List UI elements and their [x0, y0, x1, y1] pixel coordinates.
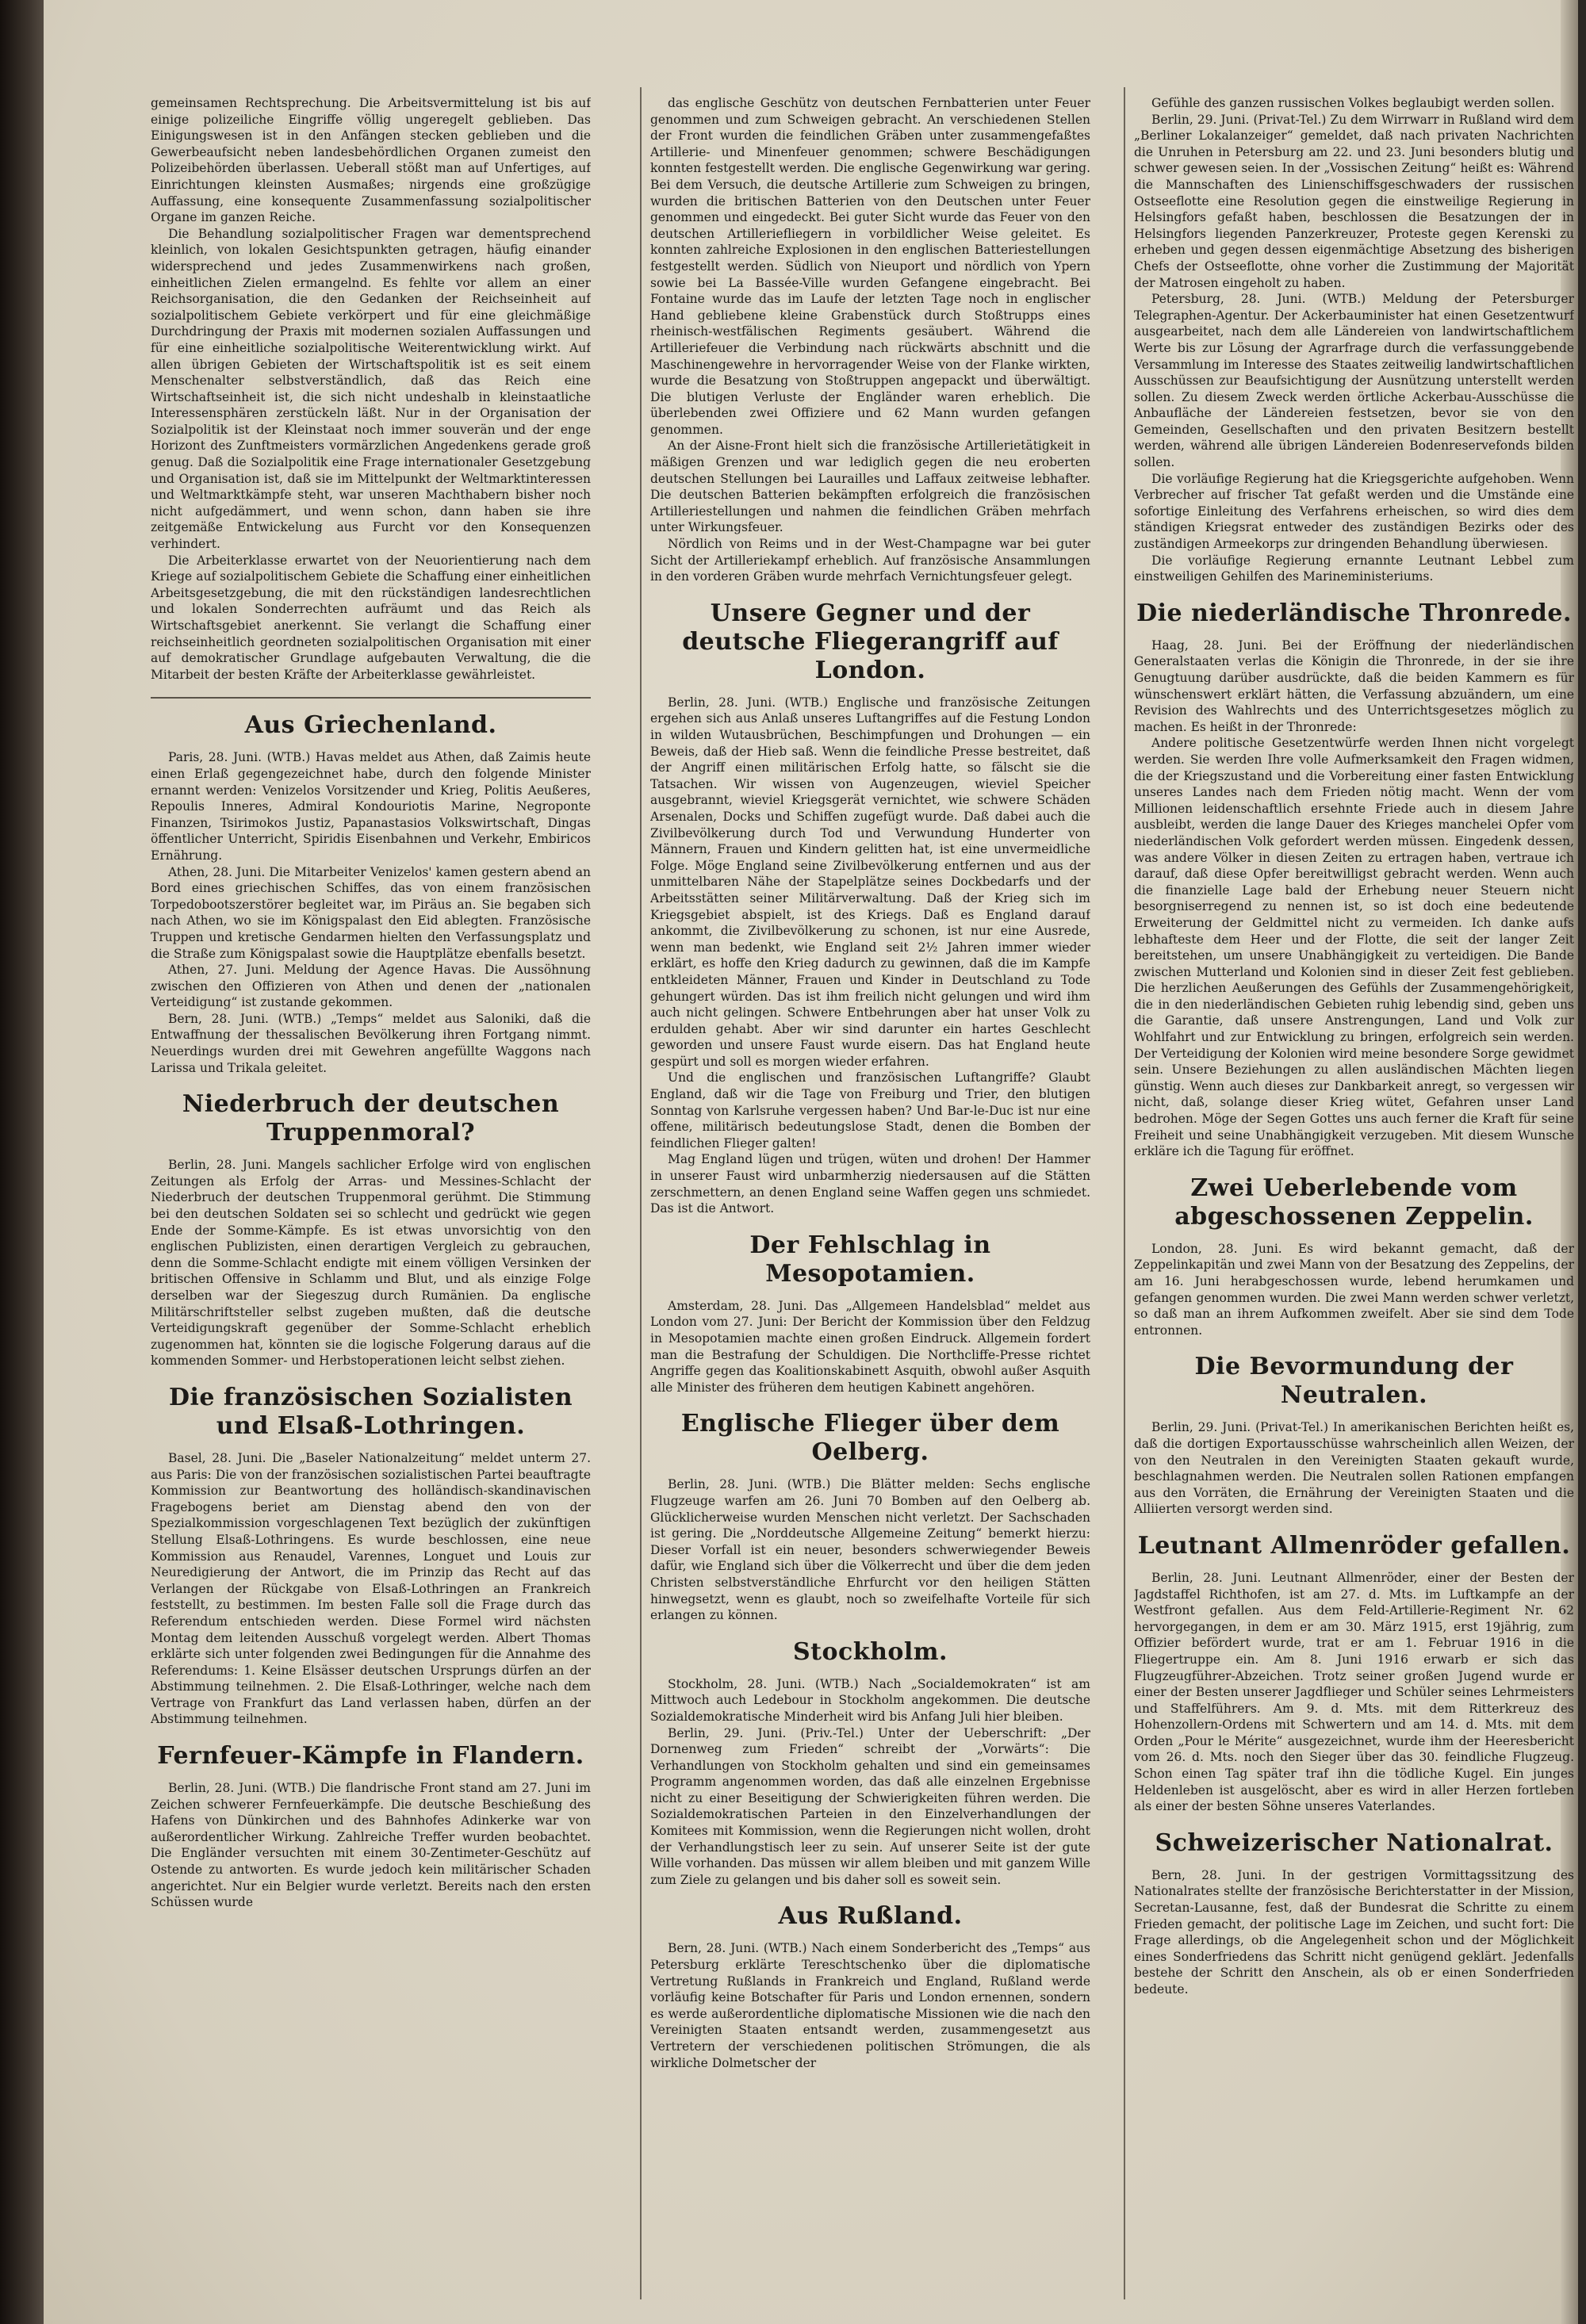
- article: [1134, 599, 1574, 1160]
- article-paragraph: Berlin, 29. Juni. (Privat-Tel.) In amerikanischen Berichten heißt es, daß die dortigen Exportausschüsse wahrscheinlich allen Weizen, der von den Neutralen in den Vereinigten Staaten gekauft wurde, beschlagnahmen werden. Die Neutralen sollen Rationen empfangen aus den Vorräten, die Ernährung der Vereinigten Staaten und die Alliierten versorgt werden sind.: [1134, 1420, 1574, 1517]
- article: [1134, 95, 1574, 585]
- article: [151, 1384, 591, 1728]
- article: [650, 1231, 1090, 1396]
- article-paragraph: Petersburg, 28. Juni. (WTB.) Meldung der Petersburger Telegraphen-Agentur. Der Ackerbauminister hat einen Gesetzentwurf ausgearbeitet, nach dem alle Ländereien von landwirtschaftlichem Werte bis zur Lösung der Agrarfrage durch die verfassunggebende Versammlung im Interesse des Staates zeitweilig landwirtschaftlichen Ausschüssen zur Beaufsichtigung der Ausnützung unterstellt werden sollen. Zu diesem Zweck werden örtliche Ackerbau-Ausschüsse die Anbaufläche der Ländereien festsetzen, bevor sie von den Gemeinden, Gesellschaften und den privaten Besitzern bestellt werden, während alle übrigen Ländereien Bodenreservefonds bilden sollen.: [1134, 292, 1574, 470]
- article: [650, 1902, 1090, 2071]
- article-paragraph: Die vorläufige Regierung hat die Kriegsgerichte aufgehoben. Wenn Verbrecher auf frischer Tat gefaßt werden und die Umstände eine sofortige Einleitung des Verfahrens erheischen, so wird dies dem ständigen Kriegsrat entweder des zuständigen Bezirks oder des zuständigen Armeekorps zur dringenden Behandlung überwiesen.: [1134, 471, 1574, 552]
- article: [151, 95, 591, 683]
- newspaper-page: [44, 0, 1578, 2324]
- article: [1134, 1532, 1574, 1815]
- article-headline: Aus Rußland.: [778, 1902, 963, 1931]
- article-headline: Schweizerischer Nationalrat.: [1155, 1828, 1553, 1857]
- article: [151, 1090, 591, 1369]
- article-paragraph: Athen, 27. Juni. Meldung der Agence Havas. Die Aussöhnung zwischen den Offizieren von Athen und denen der „nationalen Verteidigung“ ist zustande gekommen.: [151, 963, 591, 1010]
- article-headline: Unsere Gegner und der deutsche Fliegerangriff auf London.: [682, 599, 1059, 684]
- article-headline: Leutnant Allmenröder gefallen.: [1137, 1531, 1571, 1560]
- article-paragraph: Die Behandlung sozialpolitischer Fragen war dementsprechend kleinlich, von lokalen Gesichtspunkten getragen, häufig einander widersprechend und jedes Zusammenwirkens nach großen, einheitlichen Zielen ermangelnd. Es fehlte vor allem an einer Reichsorganisation, die den Gedanken der Reichseinheit auf sozialpolitischem Gebiete verkörpert und für eine gleichmäßige Durchdringung der Praxis mit modernen sozialen Auffassungen und für eine einheitliche sozialpolitische Weiterentwicklung wirkt. Auf allen übrigen Gebieten der Wirtschaftspolitik ist es seit einem Menschenalter selbstverständlich, daß das Reich eine Wirtschaftseinheit ist, die sich nicht undeshalb in kleinstaatliche Interessensphären zerstückeln läßt. Nur in der Organisation der Sozialpolitik ist der Kleinstaat noch immer souverän und der enge Horizont des Zunftmeisters vormärzlichen Angedenkens gerade groß genug. Daß die Sozialpolitik eine Frage internationaler Gesetzgebung und Organisation ist, daß sie im Mittelpunkt der Weltmarktinteressen und Weltmarktkämpfe steht, war unseren Machthabern bisher noch nicht aufgedämmert, und wenn schon, dann haben sie ihre zeitgemäße Entwickelung aus Furcht vor den Konsequenzen verhindert.: [151, 226, 591, 552]
- article-headline: Die niederländische Thronrede.: [1136, 599, 1572, 627]
- article-paragraph: An der Aisne-Front hielt sich die französische Artillerietätigkeit in mäßigen Grenzen und war lediglich gegen die neu eroberten deutschen Stellungen bei Laurailles und Laffaux zeitweise lebhafter. Die deutschen Batterien bekämpften erfolgreich die französischen Artilleriestellungen und nahmen die feindlichen Gräben mehrfach unter Wirkungsfeuer.: [650, 438, 1090, 535]
- article-headline: Die Bevormundung der Neutralen.: [1194, 1353, 1514, 1410]
- article-paragraph: Nördlich von Reims und in der West-Champagne war bei guter Sicht der Artilleriekampf erheblich. Auf französische Ansammlungen in den vorderen Gräben wurde mehrfach Vernichtungsfeuer gelegt.: [650, 537, 1090, 584]
- article: [1134, 1353, 1574, 1518]
- article-headline: Niederbruch der deutschen Truppenmoral?: [182, 1090, 560, 1147]
- column-rule: [1124, 87, 1125, 2299]
- article-paragraph: Basel, 28. Juni. Die „Baseler Nationalzeitung“ meldet unterm 27. aus Paris: Die von der französischen sozialistischen Partei beauftragte Kommission zur Beantwortung des holländisch-skandinavischen Fragebogens beriet am Dienstag abend den von der Spezialkommission vorgeschlagenen Text bezüglich der zukünftigen Stellung Elsaß-Lothringens. Es wurde beschlossen, eine neue Kommission aus Renaudel, Varennes, Longuet und Louis zur Neuredigierung der Antwort, die im Prinzip das Recht auf das Verlangen der Rückgabe von Elsaß-Lothringen an Frankreich feststellt, zu bestimmen. Im besten Falle soll die Frage durch das Referendum entschieden werden. Diese Formel wird nächsten Montag dem leitenden Ausschuß vorgelegt werden. Albert Thomas erklärte sich unter folgenden zwei Bedingungen für die Annahme des Referendums: 1. Keine Elsässer deutschen Ursprungs dürfen an der Abstimmung teilnehmen. 2. Die Elsaß-Lothringer, welche nach dem Vertrage von Frankfurt das Land verlassen haben, dürfen an der Abstimmung teilnehmen.: [151, 1450, 591, 1727]
- section-divider: [151, 697, 591, 699]
- article-paragraph: Athen, 28. Juni. Die Mitarbeiter Venizelos' kamen gestern abend an Bord eines griechischen Schiffes, das von einem französischen Torpedobootszerstörer begleitet war, im Piräus an. Sie begaben sich nach Athen, wo sie im Königspalast den Eid ablegten. Französische Truppen und kretische Gendarmen hielten den Verfassungsplatz und die Straße zum Königspalast sowie die Hauptplätze ebenfalls besetzt.: [151, 864, 591, 961]
- article-paragraph: Berlin, 28. Juni. (WTB.) Die flandrische Front stand am 27. Juni im Zeichen schwerer Fernfeuerkämpfe. Die deutsche Beschießung des Hafens von Dünkirchen und des Bahnhofes Adinkerke war von außerordentlicher Wirkung. Zahlreiche Treffer wurden beobachtet. Die Engländer versuchten mit einem 30-Zentimeter-Geschütz auf Ostende zu antworten. Es wurde jedoch kein militärischer Schaden angerichtet. Nur ein Belgier wurde verletzt. Bereits nach den ersten Schüssen wurde: [151, 1781, 591, 1910]
- column-rule: [640, 87, 642, 2299]
- book-binding: [0, 0, 48, 2324]
- article-paragraph: London, 28. Juni. Es wird bekannt gemacht, daß der Zeppelinkapitän und zwei Mann von der Besatzung des Zeppelins, der am 16. Juni herabgeschossen wurde, lebend herumkamen und gefangen genommen wurden. Die zwei Mann werden schwer verletzt, so daß man an ihrem Aufkommen zweifelt. Aber sie sind dem Tode entronnen.: [1134, 1241, 1574, 1338]
- article-paragraph: Berlin, 28. Juni. (WTB.) Englische und französische Zeitungen ergehen sich aus Anlaß unseres Luftangriffes auf die Festung London in wilden Wutausbrüchen, Beschimpfungen und Drohungen — ein Beweis, daß der Hieb saß. Wenn die feindliche Presse bestreitet, daß der Angriff einen militärischen Erfolg hatte, so fälscht sie die Tatsachen. Wir wissen von Augenzeugen, wieviel Speicher ausgebrannt, wieviel Kriegsgerät vernichtet, wie schwere Schäden Arsenalen, Docks und Schiffen zugefügt wurde. Daß dabei auch die Zivilbevölkerung durch Tod und Verwundung Hunderter von Männern, Frauen und Kindern gelitten hat, ist eine unvermeidliche Folge. Möge England seine Zivilbevölkerung entfernen und aus der unmittelbaren Nähe der Stapelplätze seines Dockbedarfs und der Arbeitsstätten seiner Militärverwaltung. Daß der Krieg sich im Kriegsgebiet abspielt, ist des Kriegs. Daß es England darauf ankommt, die Zivilbevölkerung zu schonen, ist nur eine Ausrede, wenn man bedenkt, wie England seit 2½ Jahren immer wieder erklärt, es hoffe den Krieg dadurch zu gewinnen, daß die im Kampfe entkleideten Männer, Frauen und Kinder in Deutschland zu Tode gehungert würden. Das ist ihm freilich nicht gelungen und wird ihm auch nicht gelingen. Schwere Entbehrungen aber hat unser Volk zu erdulden gehabt. Aber wir sind darunter ein hartes Geschlecht geworden und unsere Faust wurde eisern. Das hat England heute gespürt und soll es morgen wieder erfahren.: [650, 695, 1090, 1069]
- column-1: [151, 95, 591, 2307]
- article-paragraph: Stockholm, 28. Juni. (WTB.) Nach „Socialdemokraten“ ist am Mittwoch auch Ledebour in Stockholm angekommen. Die deutsche Sozialdemokratische Minderheit wird bis Anfang Juli hier bleiben.: [650, 1676, 1090, 1724]
- article-headline: Englische Flieger über dem Oelberg.: [680, 1410, 1060, 1467]
- article-paragraph: Die Arbeiterklasse erwartet von der Neuorientierung nach dem Kriege auf sozialpolitischem Gebiete die Schaffung einer einheitlichen Arbeitsgesetzgebung, die mit den rückständigen landesrechtlichen und lokalen Sonderrechten aufräumt und das Reich als Wirtschaftsgebiet anerkennt. Sie verlangt die Schaffung einer reichseinheitlich geordneten sozialpolitischen Organisation mit einer auf demokratischer Grundlage aufgebauten Verwaltung, die die Mitarbeit der besten Kräfte der Arbeiterklasse gewährleistet.: [151, 553, 591, 682]
- article-headline: Aus Griechenland.: [244, 711, 497, 740]
- article: [650, 1410, 1090, 1623]
- article: [151, 1742, 591, 1911]
- article-paragraph: Berlin, 28. Juni. Leutnant Allmenröder, einer der Besten der Jagdstaffel Richthofen, ist am 27. d. Mts. im Luftkampfe an der Westfront gefallen. Aus dem Feld-Artillerie-Regiment Nr. 62 hervorgegangen, in dem er am 30. März 1915, erst 19jährig, zum Offizier befördert wurde, trat er am 1. Februar 1916 in die Fliegertruppe ein. Am 8. Juni 1916 erwarb er sich das Flugzeugführer-Abzeichen. Trotz seiner großen Jugend wurde er einer der Besten unserer Jagdflieger und Schüler seines Lehrmeisters und Staffelführers. Am 9. d. Mts. mit dem Ritterkreuz des Hohenzollern-Ordens mit Schwertern und am 14. d. Mts. mit dem Orden „Pour le Mérite“ ausgezeichnet, wurde ihm der Heeresbericht vom 26. d. Mts. noch den Sieger über das 30. feindliche Flugzeug. Schon einen Tag später traf ihn die tödliche Kugel. Ein junges Heldenleben ist ausgelöscht, aber es wird in aller Herzen fortleben als einer der besten Söhne unseres Vaterlandes.: [1134, 1570, 1574, 1814]
- article-paragraph: Gefühle des ganzen russischen Volkes beglaubigt werden sollen.: [1151, 96, 1555, 110]
- article: [650, 599, 1090, 1217]
- article-paragraph: Haag, 28. Juni. Bei der Eröffnung der niederländischen Generalstaaten verlas die Königin die Thronrede, in der sie ihre Genugtuung darüber ausdrückte, daß die beiden Kammern es für wünschenswert erklärt hätten, die Verfassung abzuändern, um eine Revision des Wahlrechts und des Unterrichtsgesetzes möglich zu machen. Es heißt in der Thronrede:: [1134, 637, 1574, 734]
- article: [151, 697, 591, 1076]
- article-paragraph: Die vorläufige Regierung ernannte Leutnant Lebbel zum einstweiligen Gehilfen des Marineministeriums.: [1134, 553, 1574, 584]
- article-headline: Zwei Ueberlebende vom abgeschossenen Zeppelin.: [1174, 1173, 1534, 1231]
- article-paragraph: Berlin, 28. Juni. Mangels sachlicher Erfolge wird von englischen Zeitungen als Erfolg der Arras- und Messines-Schlacht der Niederbruch der deutschen Truppenmoral gerühmt. Die Stimmung bei den deutschen Soldaten sei so schlecht und gedrückt wie gegen Ende der Somme-Kämpfe. Es ist etwas unvorsichtig von den englischen Publizisten, einen derartigen Vergleich zu gebrauchen, denn die Somme-Schlacht endigte mit einem völligen Versinken der britischen Offensive in Schlamm und Blut, und als einzige Folge derselben war der Siegeszug durch Rumänien. Da englische Militärschriftsteller selbst zugeben mußten, daß die deutsche Verteidigungskraft gegenüber der Somme-Schlacht erheblich zugenommen hat, könnten sie die logische Folgerung daraus auf die kommenden Sommer- und Herbstoperationen leicht selbst ziehen.: [151, 1158, 591, 1369]
- article-paragraph: Bern, 28. Juni. In der gestrigen Vormittagssitzung des Nationalrates stellte der französische Berichterstatter in der Mission, Secretan-Lausanne, fest, daß der Bundesrat die Schritte zu einem Frieden gemacht, der politische Lage im Zeichen, und sucht fort: Die Frage allerdings, ob die Angelegenheit schon und der Möglichkeit eines Sonderfriedens das Schritt nicht genügend geklärt. Jedenfalls bestehe der Schritt den Anschein, als ob er einen Sonderfrieden bedeute.: [1134, 1867, 1574, 1997]
- column-2: [650, 95, 1090, 2307]
- article-paragraph: Paris, 28. Juni. (WTB.) Havas meldet aus Athen, daß Zaimis heute einen Erlaß gegengezeichnet habe, durch den folgende Minister ernannt werden: Venizelos Vorsitzender und Krieg, Politis Aeußeres, Repoulis Inneres, Admiral Kondouriotis Marine, Negroponte Finanzen, Tsirimokos Justiz, Papanastasios Volkswirtschaft, Dingas öffentlicher Unterricht, Spiridis Eisenbahnen und Verkehr, Embiricos Ernährung.: [151, 750, 591, 863]
- article-paragraph: Berlin, 29. Juni. (Priv.-Tel.) Unter der Ueberschrift: „Der Dornenweg zum Frieden“ schreibt der „Vorwärts“: Die Verhandlungen von Stockholm gehalten und sind ein gemeinsames Programm angenommen worden, das daß alle einzelnen Ergebnisse nicht zu einer Beseitigung der Schwierigkeiten führen werden. Die Sozialdemokratischen Parteien in den Einzelverhandlungen der Komitees mit Kommission, wenn die Regierungen nicht wollen, droht der Verhandlungstisch leer zu sein. Auf unserer Seite ist der gute Wille vorhanden. Das müssen wir allem bleiben und mit ganzem Wille zum Ziele zu gelangen und bis daher soll es soweit sein.: [650, 1725, 1090, 1887]
- article-headline: Stockholm.: [793, 1637, 948, 1666]
- column-3: [1134, 95, 1574, 2307]
- article-paragraph: Andere politische Gesetzentwürfe werden Ihnen nicht vorgelegt werden. Sie werden Ihre volle Aufmerksamkeit den Fragen widmen, die der Kriegszustand und die Vorbereitung einer fasten Entwicklung unseres Landes nach dem Frieden nötig macht. Wenn der vom Millionen leidenschaftlich ersehnte Friede auch in diesem Jahre ausbleibt, werden die lange Dauer des Krieges manchelei Opfer vom niederländischen Volk gefordert werden müssen. Eingedenk dessen, was andere Völker in diesen Zeiten zu ertragen haben, vertraue ich darauf, daß diese Opfer bereitwilligst gebracht werden. Wenn auch die finanzielle Lage bald der Erhebung neuer Steuern nicht besorgniserregend zu nennen ist, so ist doch eine bedeutende Erweiterung der Geldmittel nicht zu vermeiden. Ich danke aufs lebhafteste dem Heer und der Flotte, die seit der langer Zeit bereitstehen, um unsere Unabhängigkeit zu verteidigen. Die Bande zwischen Mutterland und Kolonien sind in dieser Zeit fest geblieben. Die herzlichen Aeußerungen des Gefühls der Zusammengehörigkeit, die in den niederländischen Gebieten ruhig lebendig sind, geben uns die Garantie, daß unsere Anstrengungen, Land und Volk zur Wohlfahrt und zur Entwicklung zu bringen, erfolgreich sein werden. Der Verteidigung der Kolonien wird meine besondere Sorge gewidmet sein. Unsere Beziehungen zu allen ausländischen Mächten liegen günstig. Wenn auch dieses zur Dankbarkeit anregt, so vergessen wir nicht, daß, solange dieser Krieg wütet, Gefahren unser Land bedrohen. Möge der Segen Gottes uns auch ferner die Kraft für seine Freiheit und seine Unabhängigkeit verzugeben. Mit diesem Wunsche erkläre ich die Tagung für eröffnet.: [1134, 736, 1574, 1159]
- article-headline: Fernfeuer-Kämpfe in Flandern.: [157, 1742, 584, 1771]
- article-paragraph: Berlin, 28. Juni. (WTB.) Die Blätter melden: Sechs englische Flugzeuge warfen am 26. Juni 70 Bomben auf den Oelberg ab. Glücklicherweise wurden Menschen nicht verletzt. Der Sachschaden ist gering. Die „Norddeutsche Allgemeine Zeitung“ bemerkt hierzu: Dieser Vorfall ist ein neuer, besonders schwerwiegender Beweis dafür, wie England sich über die Völkerrecht und über die dem jeden Christen selbstverständliche Ehrfurcht vor den heiligen Stätten hinwegsetzt, wenn es glaubt, noch so zweifelhafte Vorteile für sich erlangen zu können.: [650, 1477, 1090, 1623]
- article: [650, 95, 1090, 585]
- article-paragraph: Amsterdam, 28. Juni. Das „Allgemeen Handelsblad“ meldet aus London vom 27. Juni: Der Bericht der Kommission über den Feldzug in Mesopotamien machte einen großen Eindruck. Allgemein fordert man die Bestrafung der Schuldigen. Die Northcliffe-Presse richtet Angriffe gegen das Koalitionskabinett Asquith, obwohl außer Asquith alle Minister des früheren dem heutigen Kabinett angehören.: [650, 1298, 1090, 1395]
- article-paragraph: Und die englischen und französischen Luftangriffe? Glaubt England, daß wir die Tage von Freiburg und Trier, den blutigen Sonntag von Karlsruhe vergessen haben? Und Bar-le-Duc ist nur eine offene, militärisch bedeutungslose Stadt, denen die Bomben der feindlichen Flieger galten!: [650, 1070, 1090, 1151]
- article-paragraph: gemeinsamen Rechtsprechung. Die Arbeitsvermittelung ist bis auf einige polizeiliche Eingriffe völlig ungeregelt geblieben. Das Einigungswesen ist in den Anfängen stecken geblieben und die Gewerbeaufsicht neben landesbehördlichen Organen zumeist den Polizeibehörden überlassen. Ueberall stößt man auf Unfertiges, auf Einrichtungen kleinsten Ausmaßes; nirgends eine großzügige Auffassung, eine konsequente Zusammenfassung sozialpolitischer Organe im ganzen Reiche.: [151, 96, 591, 225]
- article-paragraph: Mag England lügen und trügen, wüten und drohen! Der Hammer in unserer Faust wird unbarmherzig niedersausen auf die Stätten zerschmettern, an denen England seine Waffen gegen uns schmiedet. Das ist die Antwort.: [650, 1152, 1090, 1216]
- article-paragraph: Bern, 28. Juni. (WTB.) Nach einem Sonderbericht des „Temps“ aus Petersburg erklärte Tereschtschenko über die diplomatische Vertretung Rußlands in Frankreich und England, Rußland werde vorläufig keine Botschafter für Paris und London ernennen, sondern es werde außerordentliche diplomatische Missionen wie die nach den Vereinigten Staaten entsandt werden, zusammengesetzt aus Vertretern der verschiedenen politischen Strömungen, die als wirkliche Dolmetscher der: [650, 1941, 1090, 2070]
- article-paragraph: das englische Geschütz von deutschen Fernbatterien unter Feuer genommen und zum Schweigen gebracht. An verschiedenen Stellen der Front wurden die feindlichen Gräben unter zusammengefaßtes Artillerie- und Minenfeuer genommen; schwere Beschädigungen konnten festgestellt werden. Die englische Gegenwirkung war gering. Bei dem Versuch, die deutsche Artillerie zum Schweigen zu bringen, wurden die britischen Batterien von den Deutschen unter Feuer genommen und eingedeckt. Bei guter Sicht wurde das Feuer von den deutschen Artilleriefliegern in vorbildlicher Weise geleitet. Es konnten zahlreiche Explosionen in den englischen Batteriestellungen festgestellt werden. Südlich von Nieuport und nördlich von Ypern sowie bei La Bassée-Ville wurden Gefangene eingebracht. Bei Fontaine wurde das im Laufe der letzten Tage noch in englischer Hand gebliebene kleine Grabenstück durch Stoßtrupps eines rheinisch-westfälischen Regiments gesäubert. Während die Artilleriefeuer die Verbindung nach rückwärts abschnitt und die Maschinengewehre in hervorragender Weise von der Flanke wirkten, wurde die Besatzung von Stoßtruppen angepackt und überwältigt. Die blutigen Verluste der Engländer waren erheblich. Die überlebenden zwei Offiziere und 62 Mann wurden gefangen genommen.: [650, 96, 1090, 437]
- article-headline: Der Fehlschlag in Mesopotamien.: [749, 1231, 991, 1288]
- article: [1134, 1174, 1574, 1339]
- article-headline: Die französischen Sozialisten und Elsaß-Lothringen.: [168, 1383, 573, 1440]
- article: [1134, 1829, 1574, 1998]
- article: [650, 1638, 1090, 1889]
- article-paragraph: Bern, 28. Juni. (WTB.) „Temps“ meldet aus Saloniki, daß die Entwaffnung der thessalischen Bevölkerung ihren Fortgang nimmt. Neuerdings wurden drei mit Gewehren angefüllte Waggons nach Larissa und Trikala geleitet.: [151, 1011, 591, 1075]
- article-paragraph: Berlin, 29. Juni. (Privat-Tel.) Zu dem Wirrwarr in Rußland wird dem „Berliner Lokalanzeiger“ gemeldet, daß nach privaten Nachrichten die Unruhen in Petersburg am 22. und 23. Juni besonders blutig und schwer gewesen seien. In der „Vossischen Zeitung“ heißt es: Während die Mannschaften des Linienschiffsgeschwaders der russischen Ostseeflotte eine Resolution gegen die einstweilige Regierung in Helsingfors gefaßt haben, beschlossen die Besatzungen der in Helsingfors liegenden Panzerkreuzer, Proteste gegen Kerenski zu erheben und gegen dessen eigenmächtige Absetzung des bisherigen Chefs der Ostseeflotte, ohne vorher die Zustimmung der Majorität der Matrosen eingeholt zu haben.: [1134, 112, 1574, 290]
